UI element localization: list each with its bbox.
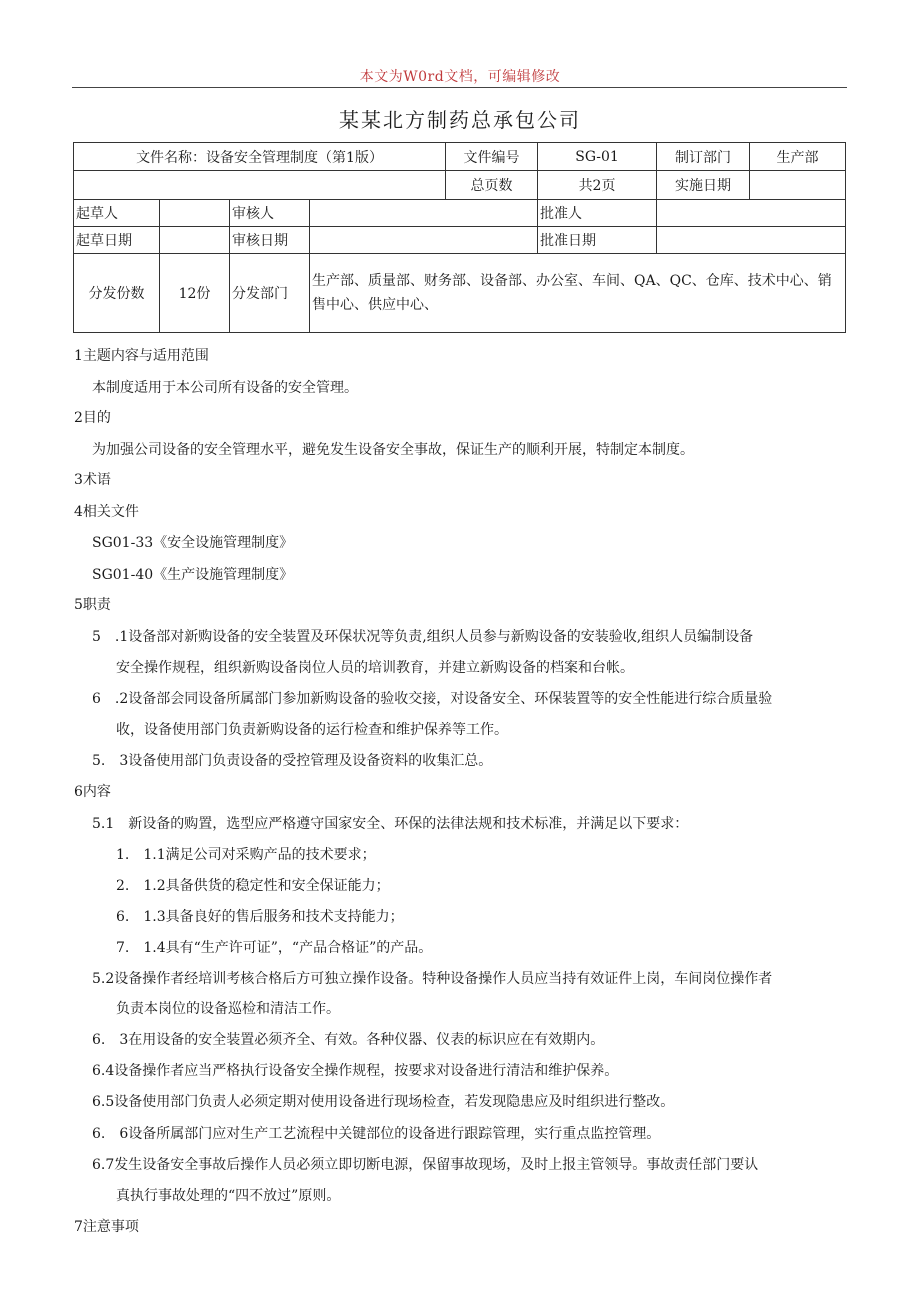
review-date-value [310,227,538,254]
content-1-2: 2. 1.2具备供货的稳定性和安全保证能力； [116,878,390,894]
editable-note: 本文为W0rd文档，可编辑修改 [359,69,561,85]
section-6-title: 6内容 [74,784,111,800]
section-4-title: 4相关文件 [74,504,139,520]
content-5-2-line1: 5.2设备操作者经培训考核合格后方可独立操作设备。特种设备操作人员应当持有效证件上岗，车间岗位操作者 [92,971,773,987]
header-rule [72,87,847,88]
section-7-title: 7注意事项 [74,1219,139,1235]
duty-5-2-line1: 6 .2设备部会同设备所属部门参加新购设备的验收交接，对设备安全、环保装置等的安全性能进行综合质量验 [92,691,773,707]
section-2-title: 2目的 [74,410,111,426]
section-5-title: 5职责 [74,597,111,613]
approver-value [657,200,846,227]
content-6-4: 6.4设备操作者应当严格执行设备安全操作规程，按要求对设备进行清洁和维护保养。 [92,1063,619,1079]
duty-5-1-line1: 5 .1设备部对新购设备的安全装置及环保状况等负责,组织人员参与新购设备的安装验收,组织人员编制设备 [92,629,754,645]
duty-5-1-line2: 安全操作规程，组织新购设备岗位人员的培训教育，并建立新购设备的档案和台帐。 [116,660,634,676]
file-no-label: 文件编号 [446,143,538,171]
impl-date-value [750,171,846,200]
dist-dept-label: 分发部门 [230,254,310,333]
approve-date-label: 批准日期 [538,227,657,254]
content-5-2-line2: 负责本岗位的设备巡检和清洁工作。 [116,1001,340,1017]
reviewer-label: 审核人 [230,200,310,227]
dist-dept-list: 生产部、质量部、财务部、设备部、办公室、车间、QA、QC、仓库、技术中心、销售中心、供应中心、 [310,254,846,333]
draft-date-value [160,227,230,254]
content-1-3: 6. 1.3具备良好的售后服务和技术支持能力； [116,909,404,925]
drafter-label: 起草人 [74,200,160,227]
file-name-blank [74,171,446,200]
approve-date-value [657,227,846,254]
file-name-label: 文件名称：设备安全管理制度（第1版） [74,143,446,171]
content-6-7-line2: 真执行事故处理的“四不放过”原则。 [116,1188,341,1204]
content-1-4: 7. 1.4具有“生产许可证”，“产品合格证”的产品。 [116,940,433,956]
dept-label: 制订部门 [657,143,750,171]
company-title: 某某北方制药总承包公司 [339,108,581,132]
file-no-value: SG-01 [538,143,657,171]
reference-doc-1: SG01-33《安全设施管理制度》 [92,535,294,551]
document-info-table [73,142,846,333]
content-6-6: 6. 6设备所属部门应对生产工艺流程中关键部位的设备进行跟踪管理，实行重点监控管理。 [92,1126,661,1142]
drafter-value [160,200,230,227]
pages-label: 总页数 [446,171,538,200]
content-6-7-line1: 6.7发生设备安全事故后操作人员必须立即切断电源，保留事故现场，及时上报主管领导。事故责任部门要认 [92,1157,759,1173]
content-6-5: 6.5设备使用部门负责人必须定期对使用设备进行现场检查，若发现隐患应及时组织进行整改。 [92,1094,675,1110]
content-6-3: 6. 3在用设备的安全装置必须齐全、有效。各种仪器、仪表的标识应在有效期内。 [92,1032,605,1048]
reference-doc-2: SG01-40《生产设施管理制度》 [92,567,294,583]
section-2-text: 为加强公司设备的安全管理水平，避免发生设备安全事故，保证生产的顺利开展，特制定本制度。 [92,442,694,458]
copies-value: 12份 [160,254,230,333]
review-date-label: 审核日期 [230,227,310,254]
section-1-text: 本制度适用于本公司所有设备的安全管理。 [92,380,358,396]
reviewer-value [310,200,538,227]
pages-value: 共2页 [538,171,657,200]
dept-value: 生产部 [750,143,846,171]
content-5-1: 5.1 新设备的购置，选型应严格遵守国家安全、环保的法律法规和技术标准，并满足以下要求： [92,816,689,832]
impl-date-label: 实施日期 [657,171,750,200]
section-1-title: 1主题内容与适用范围 [74,348,209,364]
approver-label: 批准人 [538,200,657,227]
section-3-title: 3术语 [74,472,111,488]
copies-label: 分发份数 [74,254,160,333]
duty-5-2-line2: 收，设备使用部门负责新购设备的运行检查和维护保养等工作。 [116,722,508,738]
duty-5-3: 5. 3设备使用部门负责设备的受控管理及设备资料的收集汇总。 [92,753,493,769]
content-1-1: 1. 1.1满足公司对采购产品的技术要求； [116,847,376,863]
draft-date-label: 起草日期 [74,227,160,254]
